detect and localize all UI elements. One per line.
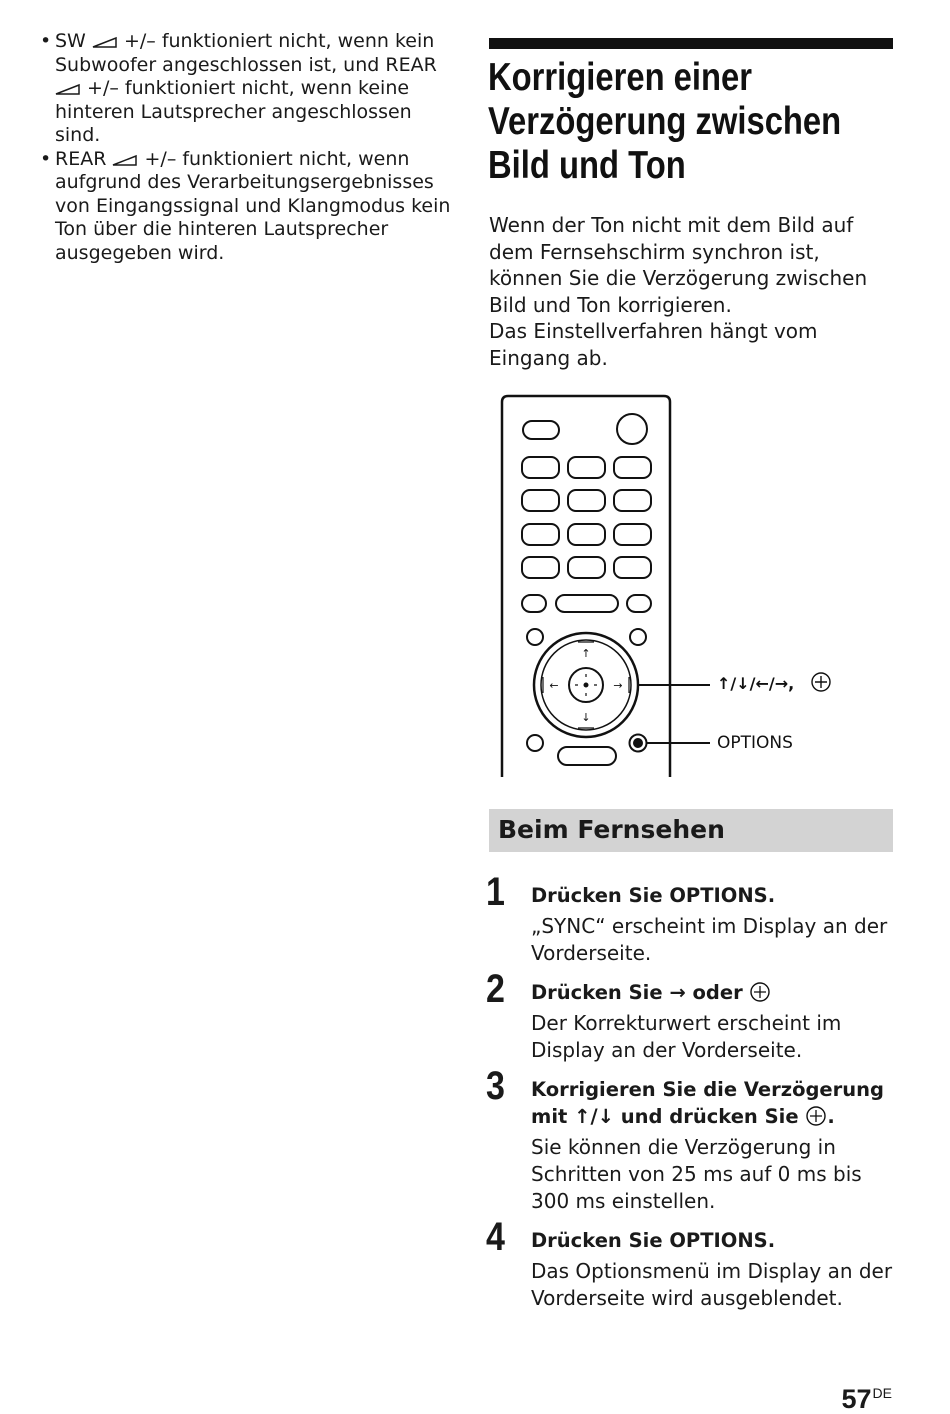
step-3: [531, 1076, 901, 1215]
intro-paragraph: Das Einstellverfahren hängt vom Eingang ab.: [489, 319, 818, 370]
step-1: [531, 882, 901, 967]
title-line: Korrigieren einer: [488, 56, 752, 99]
heading-rule: [489, 38, 893, 49]
svg-text:←: ←: [549, 679, 559, 692]
step-text: Das Optionsmenü im Display an der Vorderseite wird ausgeblendet.: [531, 1259, 893, 1310]
bullet-dot: •: [40, 30, 52, 52]
volume-level-icon: [55, 83, 81, 95]
volume-level-icon: [92, 36, 118, 48]
step-heading-text: Korrigieren Sie die Verzögerung mit: [531, 1078, 884, 1128]
step-heading-text: Drücken Sie: [531, 981, 663, 1004]
step-text: „SYNC“ erscheint im Display an der Vorderseite.: [531, 914, 888, 965]
enter-icon: [812, 673, 830, 691]
note-text-part: +/– funktioniert nicht, wenn kein Subwoofer angeschlossen ist, und REAR: [55, 30, 437, 76]
step-number: 4: [486, 1215, 505, 1259]
svg-text:→: →: [613, 679, 623, 692]
right-arrow-icon: →: [669, 981, 686, 1004]
language-code: DE: [872, 1385, 892, 1401]
bullet-dot: •: [40, 147, 52, 170]
enter-icon: [805, 1105, 827, 1127]
note-label: REAR: [55, 147, 107, 170]
step-heading-text: oder: [692, 981, 743, 1004]
step-text: Sie können die Verzögerung in Schritten von 25 ms auf 0 ms bis 300 ms einstellen.: [531, 1135, 862, 1213]
step-number: 3: [486, 1064, 505, 1108]
note-text: [55, 148, 460, 266]
remote-control-illustration: [498, 393, 838, 779]
note-text: [55, 30, 460, 148]
page-number-value: 57: [841, 1384, 872, 1414]
intro-paragraph: Wenn der Ton nicht mit dem Bild auf dem Fernsehschirm synchron ist, können Sie die Verzögerung zwischen Bild und Ton korrigieren.: [489, 213, 868, 317]
note-label: SW: [55, 30, 86, 52]
step-heading: [531, 979, 901, 1006]
note-item: [40, 148, 460, 266]
step-4: [531, 1227, 901, 1312]
step-heading: Drücken Sie OPTIONS.: [531, 1229, 776, 1252]
step-text: Der Korrekturwert erscheint im Display an der Vorderseite.: [531, 1011, 842, 1062]
page-title: [488, 56, 841, 188]
title-line: Verzögerung zwischen: [488, 100, 842, 143]
step-number: 1: [486, 870, 505, 914]
note-text-part: +/– funktioniert nicht, wenn aufgrund des Verarbeitungsergebnisses von Eingangssignal und Klangmodus kein Ton über die hinteren Lautsprecher ausgegeben wird.: [55, 147, 451, 264]
up-down-arrow-icon: ↑/↓: [574, 1105, 614, 1128]
notes-list: [40, 30, 460, 265]
step-number: 2: [486, 967, 505, 1011]
enter-icon: [749, 981, 771, 1003]
step-heading-text: .: [827, 1105, 835, 1128]
arrow-keys-callout: ↑/↓/←/→,: [717, 674, 795, 693]
volume-level-icon: [112, 154, 138, 166]
svg-text:↓: ↓: [581, 711, 591, 724]
intro-text: [489, 212, 889, 371]
step-heading: [531, 1076, 901, 1130]
note-item: [40, 30, 460, 148]
step-2: [531, 979, 901, 1064]
step-heading-text: und drücken Sie: [620, 1105, 799, 1128]
step-heading: Drücken Sie OPTIONS.: [531, 884, 776, 907]
options-callout: OPTIONS: [717, 733, 793, 753]
section-title: Beim Fernsehen: [498, 815, 725, 844]
svg-text:↑: ↑: [581, 647, 591, 660]
title-line: Bild und Ton: [488, 144, 686, 187]
note-text-part: +/– funktioniert nicht, wenn keine hinteren Lautsprecher angeschlossen sind.: [55, 77, 412, 146]
page-number: [842, 1378, 893, 1414]
